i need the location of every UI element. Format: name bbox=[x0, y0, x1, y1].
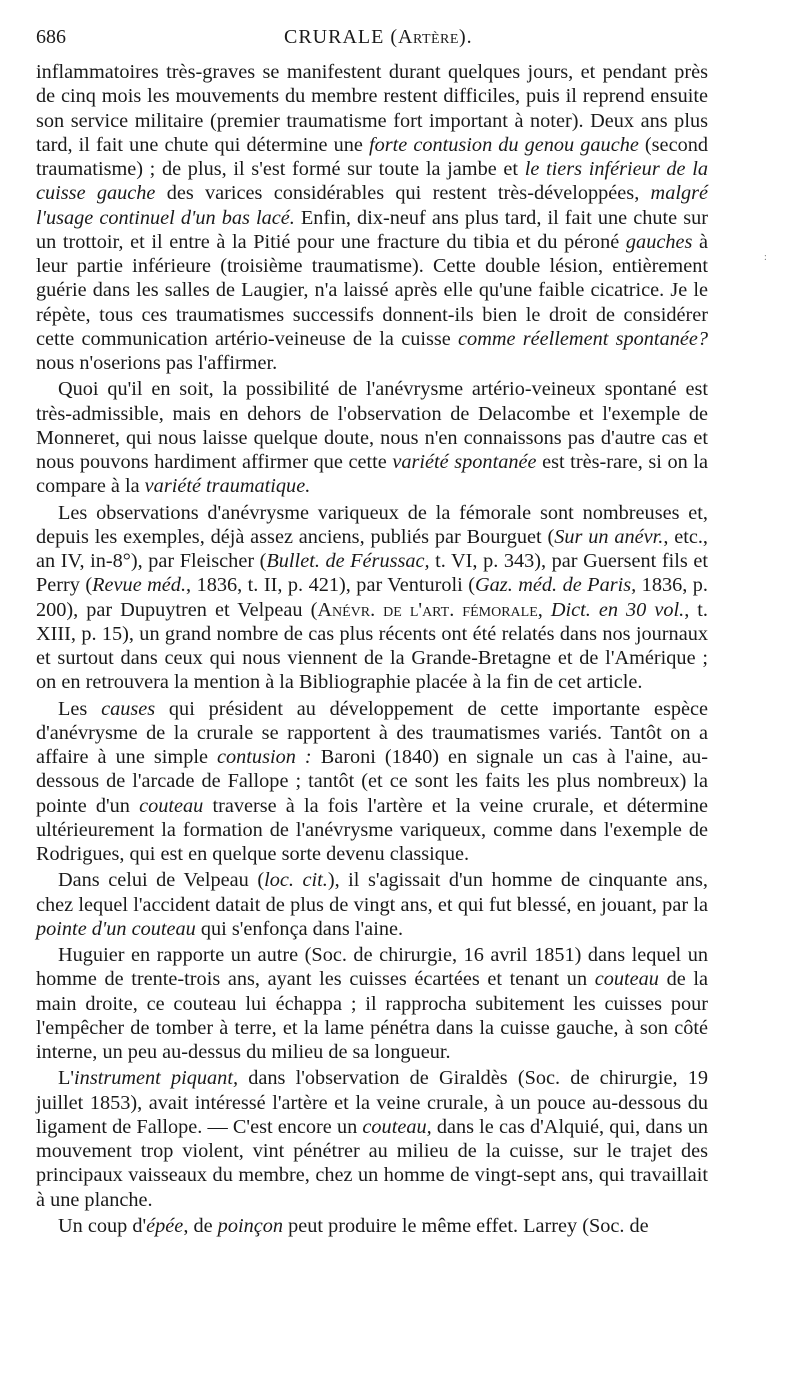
text-run: Baroni (1840) en signale un cas à l'aine, au-dessous de l'arcade de Fallope ; tantôt (et ce sont les faits les plus nombreux) la pointe d'un bbox=[36, 746, 708, 817]
italic-text: loc. cit. bbox=[264, 869, 328, 892]
paragraph bbox=[36, 501, 708, 695]
running-title-end: ). bbox=[458, 26, 473, 48]
text-run: inflammatoires très-graves se manifestent durant quelques jours, et pendant près de cinq mois les mouvements du membre restent difficiles, puis il reprend ensuite son service militaire (premier traumatisme fort important à noter). Deux ans plus tard, il fait une chute qui détermine une bbox=[36, 61, 708, 156]
italic-text: comme réellement spontanée? bbox=[458, 327, 708, 350]
text-run: Enfin, dix-neuf ans plus tard, il fait une chute sur un trottoir, et il entre à la Pitié pour une fracture du tibia et du péroné bbox=[36, 206, 708, 253]
text-run: L' bbox=[58, 1067, 75, 1090]
running-header bbox=[36, 26, 736, 50]
text-run: Les bbox=[58, 697, 102, 720]
text-run: des varices considérables qui restent très-développées, bbox=[155, 182, 651, 205]
running-title-small-caps: Artère bbox=[398, 26, 459, 48]
small-caps-text: Anévr. de l'art. fémorale, bbox=[317, 598, 543, 621]
italic-text: malgré l'usage continuel d'un bas lacé. bbox=[36, 182, 709, 229]
italic-text: épée bbox=[146, 1214, 184, 1237]
italic-text: forte contusion du genou gauche bbox=[368, 133, 639, 156]
text-run: qui président au développement de cette importante espèce d'anévrysme de la crurale se rapportent à des traumatismes variés. Tantôt on a affaire à une simple bbox=[36, 697, 708, 768]
italic-text: gauches bbox=[625, 230, 693, 253]
italic-text: Gaz. méd. de Paris, bbox=[475, 574, 637, 597]
italic-text: contusion : bbox=[217, 746, 312, 768]
italic-text: variété spontanée bbox=[392, 451, 537, 473]
margin-mark: : bbox=[764, 252, 767, 263]
italic-text: Revue méd. bbox=[92, 574, 187, 597]
text-run: dans l'observation de Giraldès (Soc. de chirurgie, 19 juillet 1853), avait intéressé l'artère et la veine crurale, à un pouce au-dessous du ligament de Fallope. — C'est encore un bbox=[36, 1067, 708, 1138]
text-run: à leur partie inférieure (troisième traumatisme). Cette double lésion, entièrement guérie dans les salles de Laugier, n'a laissé après elle qu'une faible cicatrice. Je le répète, tous ces traumatismes successifs donnent-ils bien le droit de considérer cette communication artério-veineuse de la cuisse bbox=[36, 230, 708, 350]
text-run: Les observations d'anévrysme variqueux de la fémorale sont nombreuses et, depuis les exemples, déjà assez anciens, publiés par Bourguet ( bbox=[36, 501, 708, 548]
text-run: qui s'enfonça dans l'aine. bbox=[195, 917, 404, 940]
text-run: , t. XIII, p. 15), un grand nombre de cas plus récents ont été relatés dans nos journaux et surtout dans ceux qui nous viennent de la Grande-Bretagne et de l'Amérique ; on en retrouvera la mention à la Bibliographie placée à la fin de cet article. bbox=[36, 598, 708, 694]
running-title-main: CRURALE ( bbox=[284, 26, 398, 48]
text-run: de la main droite, ce couteau lui échappa ; il rapprocha subitement les cuisses pour l'empêcher de tomber à terre, et la lame pénétra dans la cuisse gauche, à son côté interne, un peu au-dessus du milieu de sa longueur. bbox=[36, 968, 708, 1063]
page-number: 686 bbox=[36, 26, 66, 48]
text-run: , 1836, t. II, p. 421), par Venturoli ( bbox=[186, 574, 476, 597]
italic-text: Bullet. de Férussac, bbox=[266, 550, 430, 572]
text-run: 1836, p. 200), par Dupuytren et Velpeau ( bbox=[36, 574, 708, 621]
italic-text: couteau bbox=[594, 968, 659, 991]
italic-text: instrument piquant, bbox=[74, 1067, 239, 1090]
italic-text: Dict. en 30 vol. bbox=[550, 598, 685, 621]
paragraph bbox=[36, 1066, 708, 1212]
italic-text: couteau bbox=[139, 794, 204, 817]
italic-text: poinçon bbox=[217, 1214, 284, 1237]
italic-text: pointe d'un couteau bbox=[36, 917, 196, 940]
text-run: nous n'oserions pas l'affirmer. bbox=[36, 352, 278, 374]
text-run: (second traumatisme) ; de plus, il s'est formé sur toute la jambe et bbox=[36, 133, 708, 180]
text-run: Dans celui de Velpeau ( bbox=[58, 869, 265, 892]
italic-text: causes bbox=[101, 697, 156, 720]
paragraph bbox=[36, 377, 708, 498]
text-run bbox=[543, 599, 551, 621]
paragraph bbox=[36, 943, 708, 1064]
italic-text: le tiers inférieur de la cuisse gauche bbox=[36, 158, 708, 205]
text-run: , de bbox=[183, 1214, 218, 1237]
body-text bbox=[36, 60, 708, 1238]
text-run: est très-rare, si on la compare à la bbox=[36, 451, 708, 498]
text-run: dans le cas d'Alquié, qui, dans un mouvement trop violent, vint pénétrer au milieu de la cuisse, sur le trajet des principaux vaisseaux du membre, chez un homme de vingt-sept ans, qui travaillait à une planche. bbox=[36, 1115, 708, 1211]
text-run: t. VI, p. 343), par Guersent fils et Perry ( bbox=[36, 550, 708, 597]
italic-text: variété traumatique. bbox=[144, 475, 311, 498]
italic-text: couteau, bbox=[362, 1115, 432, 1138]
text-run: , etc., an IV, in-8°), par Fleischer ( bbox=[36, 525, 708, 572]
paragraph bbox=[36, 868, 708, 941]
text-run: peut produire le même effet. Larrey (Soc. de bbox=[283, 1214, 649, 1237]
paragraph bbox=[36, 1214, 708, 1238]
text-run: Quoi qu'il en soit, la possibilité de l'anévrysme artério-veineux spontané est très-admissible, mais en dehors de l'observation de Delacombe et l'exemple de Monneret, qui nous laisse quelque doute, nous n'en connaissons pas d'autre cas et nous pouvons hardiment affirmer que cette bbox=[36, 378, 708, 473]
italic-text: Sur un anévr. bbox=[554, 525, 664, 548]
text-run: Huguier en rapporte un autre (Soc. de chirurgie, 16 avril 1851) dans lequel un homme de trente-trois ans, ayant les cuisses écartées et tenant un bbox=[36, 944, 708, 991]
paragraph bbox=[36, 60, 708, 375]
running-title bbox=[284, 26, 473, 49]
paragraph bbox=[36, 697, 708, 867]
text-run: traverse à la fois l'artère et la veine crurale, et détermine ultérieurement la formation de l'anévrysme variqueux, comme dans l'exemple de Rodrigues, qui est en quelque sorte devenu classique. bbox=[36, 794, 708, 865]
text-run: Un coup d' bbox=[58, 1214, 147, 1237]
text-run: ), il s'agissait d'un homme de cinquante ans, chez lequel l'accident datait de plus de vingt ans, et qui fut blessé, en jouant, par la bbox=[36, 869, 709, 916]
